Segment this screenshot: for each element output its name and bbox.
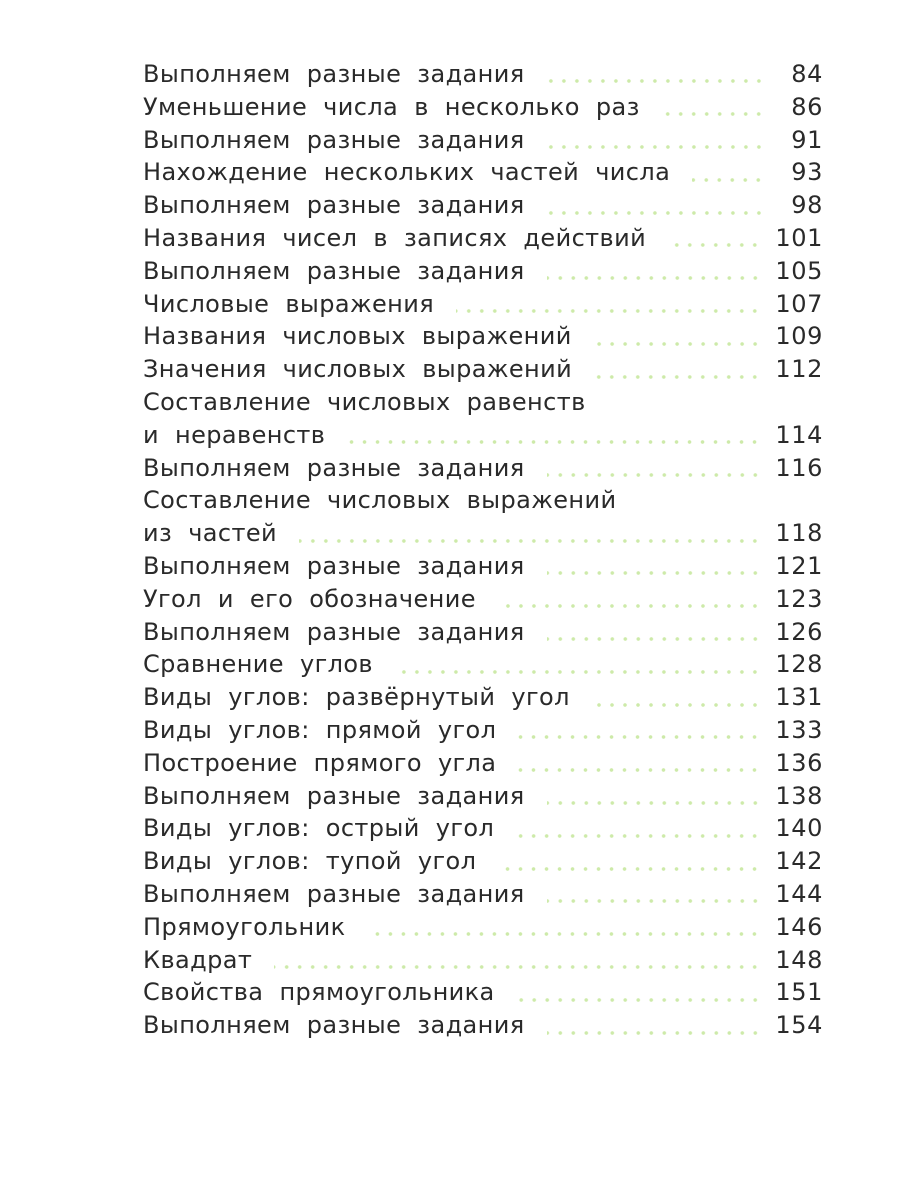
toc-entry-title: Числовые выражения [143, 289, 435, 318]
dot-leader [592, 702, 762, 708]
dot-leader [662, 111, 765, 117]
toc-entry-title: Виды углов: тупой угол [143, 847, 477, 876]
toc-entry-title: Выполняем разные задания [143, 453, 525, 482]
toc-entry-page-number: 133 [775, 715, 823, 744]
toc-entry-page-number: 138 [775, 781, 823, 810]
toc-entry-page-number: 121 [775, 551, 823, 580]
toc-entry-title: Виды углов: развёрнутый угол [143, 683, 570, 712]
toc-entry[interactable] [143, 911, 823, 944]
toc-entry-page-number: 151 [775, 978, 823, 1007]
toc-entry-page-number: 126 [775, 617, 823, 646]
toc-entry-title: Виды углов: острый угол [143, 814, 495, 843]
dot-leader [367, 931, 761, 937]
dot-leader [547, 636, 762, 642]
toc-entry-title: Квадрат [143, 945, 253, 974]
dot-leader [456, 308, 761, 314]
toc-entry-page-number: 154 [775, 1011, 823, 1040]
toc-entry[interactable] [143, 845, 823, 878]
toc-entry-page-number: 114 [775, 420, 823, 449]
dot-leader [518, 767, 761, 773]
toc-entry-title: Выполняем разные задания [143, 125, 525, 154]
toc-entry[interactable] [143, 681, 823, 714]
toc-entry-page-number: 116 [775, 453, 823, 482]
toc-entry-title: Виды углов: прямой угол [143, 715, 497, 744]
toc-entry[interactable] [143, 780, 823, 813]
dot-leader [518, 734, 761, 740]
toc-entry-title: Выполняем разные задания [143, 879, 525, 908]
toc-entry-page-number: 109 [775, 322, 823, 351]
toc-entry[interactable] [143, 222, 823, 255]
toc-entry[interactable] [143, 583, 823, 616]
toc-entry[interactable] [143, 189, 823, 222]
toc-entry-title-line [143, 386, 823, 419]
toc-entry[interactable] [143, 452, 823, 485]
toc-entry-title-line [143, 484, 823, 517]
toc-entry-title: Построение прямого угла [143, 748, 497, 777]
toc-entry-page-number: 118 [775, 519, 823, 548]
toc-entry[interactable] [143, 944, 823, 977]
toc-entry-title: Значения числовых выражений [143, 355, 573, 384]
toc-entry[interactable] [143, 288, 823, 321]
toc-entry-page-number: 142 [775, 847, 823, 876]
toc-entry[interactable] [143, 353, 823, 386]
toc-entry-page-number: 107 [775, 289, 823, 318]
toc-entry-title: Выполняем разные задания [143, 256, 525, 285]
dot-leader [516, 833, 761, 839]
dot-leader [347, 439, 761, 445]
dot-leader [547, 570, 762, 576]
dot-leader [547, 210, 765, 216]
toc-entry-page-number: 93 [791, 158, 823, 187]
toc-entry-page-number: 131 [775, 683, 823, 712]
toc-entry-page-number: 123 [775, 584, 823, 613]
toc-entry-title: Выполняем разные задания [143, 191, 525, 220]
dot-leader [274, 964, 761, 970]
dot-leader [692, 177, 765, 183]
dot-leader [547, 800, 762, 806]
toc-entry-title-first-line: Составление числовых выражений [143, 486, 617, 515]
toc-entry[interactable] [143, 976, 823, 1009]
dot-leader [547, 472, 762, 478]
dot-leader [299, 538, 761, 544]
toc-entry[interactable] [143, 714, 823, 747]
toc-entry-page-number: 112 [775, 355, 823, 384]
toc-entry-title: Нахождение нескольких частей числа [143, 158, 671, 187]
dot-leader [517, 997, 762, 1003]
dot-leader [547, 275, 762, 281]
toc-entry[interactable] [143, 255, 823, 288]
toc-entry-page-number: 148 [775, 945, 823, 974]
toc-entry-page-number: 86 [791, 92, 823, 121]
toc-entry[interactable] [143, 419, 823, 452]
toc-entry[interactable] [143, 58, 823, 91]
toc-entry[interactable] [143, 124, 823, 157]
table-of-contents [143, 58, 823, 1042]
toc-entry-page-number: 140 [775, 814, 823, 843]
dot-leader [547, 898, 762, 904]
toc-entry-page-number: 136 [775, 748, 823, 777]
dot-leader [668, 242, 761, 248]
toc-entry[interactable] [143, 747, 823, 780]
toc-entry-page-number: 144 [775, 879, 823, 908]
toc-entry[interactable] [143, 517, 823, 550]
toc-entry[interactable] [143, 320, 823, 353]
dot-leader [547, 78, 765, 84]
toc-entry-title: Выполняем разные задания [143, 1011, 525, 1040]
dot-leader [594, 341, 762, 347]
toc-entry-title: Сравнение углов [143, 650, 373, 679]
toc-entry-title: Названия числовых выражений [143, 322, 572, 351]
toc-entry-title: из частей [143, 519, 278, 548]
toc-entry[interactable] [143, 156, 823, 189]
toc-entry-title: Выполняем разные задания [143, 551, 525, 580]
dot-leader [594, 374, 761, 380]
toc-entry-page-number: 84 [791, 60, 823, 88]
toc-entry-title: Уменьшение числа в несколько раз [143, 92, 640, 121]
toc-entry-page-number: 146 [775, 912, 823, 941]
toc-entry-page-number: 101 [775, 223, 823, 252]
toc-entry-title: Угол и его обозначение [143, 584, 476, 613]
dot-leader [498, 866, 761, 872]
toc-entry-title: Выполняем разные задания [143, 60, 525, 88]
dot-leader [498, 603, 761, 609]
toc-entry-page-number: 91 [791, 125, 823, 154]
toc-entry[interactable] [143, 878, 823, 911]
toc-entry-title: Свойства прямоугольника [143, 978, 495, 1007]
toc-entry-title: Выполняем разные задания [143, 781, 525, 810]
toc-entry-title: Выполняем разные задания [143, 617, 525, 646]
toc-entry[interactable] [143, 648, 823, 681]
toc-entry-title: и неравенств [143, 420, 326, 449]
toc-entry[interactable] [143, 91, 823, 124]
toc-entry-page-number: 98 [791, 191, 823, 220]
toc-entry-page-number: 128 [775, 650, 823, 679]
toc-entry-title: Названия чисел в записях действий [143, 223, 647, 252]
dot-leader [547, 144, 765, 150]
toc-entry[interactable] [143, 812, 823, 845]
dot-leader [547, 1030, 762, 1036]
toc-entry-page-number: 105 [775, 256, 823, 285]
toc-entry-title-first-line: Составление числовых равенств [143, 387, 586, 416]
toc-entry[interactable] [143, 616, 823, 649]
toc-entry[interactable] [143, 1009, 823, 1042]
dot-leader [395, 669, 761, 675]
toc-entry-title: Прямоугольник [143, 912, 346, 941]
toc-entry[interactable] [143, 550, 823, 583]
